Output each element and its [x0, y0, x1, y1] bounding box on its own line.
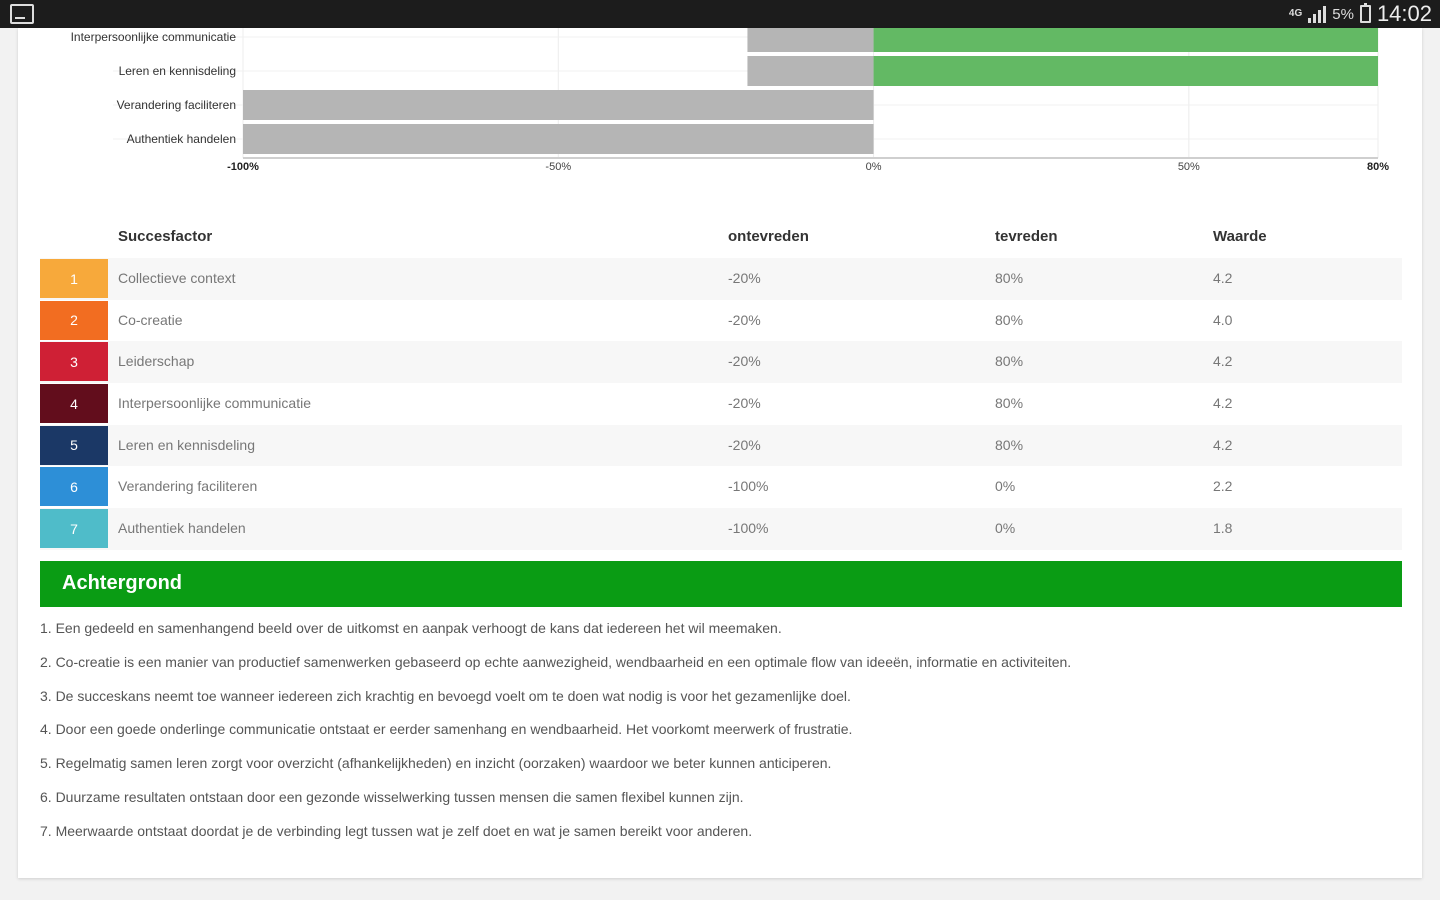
- row-number-badge: 6: [40, 467, 108, 506]
- row-tevreden: 80%: [995, 270, 1024, 286]
- table-row[interactable]: [40, 341, 1402, 383]
- category-label: Interpersoonlijke communicatie: [70, 30, 236, 44]
- row-waarde: 4.2: [1213, 436, 1233, 453]
- note-item: 5. Regelmatig samen leren zorgt voor overzicht (afhankelijkheden) en inzicht (oorzaken) waardoor we beter kunnen anticiperen.: [40, 755, 832, 772]
- row-waarde: 2.2: [1213, 478, 1233, 495]
- row-succesfactor: Interpersoonlijke communicatie: [118, 395, 311, 412]
- status-bar: [0, 0, 1440, 28]
- table-body: [40, 258, 1402, 550]
- table-row[interactable]: [40, 258, 1402, 300]
- x-tick-label: 80%: [1366, 161, 1390, 173]
- row-waarde: 1.8: [1213, 520, 1233, 537]
- table-row[interactable]: [40, 508, 1402, 550]
- row-waarde: 4.2: [1213, 353, 1233, 370]
- network-type: 4G: [1288, 8, 1303, 19]
- row-number-badge: 1: [40, 259, 108, 298]
- category-label: Authentiek handelen: [126, 132, 236, 146]
- row-ontevreden: -20%: [728, 311, 761, 328]
- chart-bar: [874, 28, 1378, 52]
- row-succesfactor: Leiderschap: [118, 353, 195, 370]
- table-header: [40, 220, 1402, 258]
- note-item: 2. Co-creatie is een manier van productief samenwerken gebaseerd op echte aanwezigheid, wendbaarheid en een optimale flow van ideeën, informatie en activiteiten.: [40, 653, 1072, 670]
- x-tick-label: 50%: [1177, 161, 1200, 173]
- category-label: Leren en kennisdeling: [118, 64, 236, 78]
- row-waarde: 4.2: [1213, 395, 1233, 412]
- x-tick-label: -50%: [545, 161, 572, 173]
- note-item: 7. Meerwaarde ontstaat doordat je de verbinding legt tussen wat je zelf doet en wat je samen bereikt voor anderen.: [40, 822, 753, 839]
- category-label: Verandering faciliteren: [116, 98, 236, 112]
- chart-bar: [243, 124, 874, 154]
- table-row[interactable]: [40, 466, 1402, 508]
- battery-icon: [1360, 5, 1371, 23]
- table-row[interactable]: [40, 300, 1402, 342]
- succesfactor-table: [40, 220, 1402, 550]
- row-ontevreden: -20%: [728, 395, 761, 412]
- header-ontevreden: ontevreden: [728, 228, 809, 245]
- chart-svg: [18, 28, 1422, 218]
- signal-icon: [1308, 5, 1326, 23]
- row-waarde: 4.2: [1213, 270, 1233, 286]
- x-tick-label: -100%: [227, 161, 259, 173]
- note-item: 4. Door een goede onderlinge communicatie ontstaat er eerder samenhang en wendbaarheid. Het voorkomt meerwerk of frustratie.: [40, 721, 853, 738]
- clock: 14:02: [1376, 1, 1432, 26]
- row-succesfactor: Collectieve context: [118, 270, 236, 286]
- row-tevreden: 80%: [995, 353, 1024, 370]
- table-row[interactable]: [40, 383, 1402, 425]
- satisfaction-chart: [18, 28, 1422, 218]
- row-ontevreden: -20%: [728, 270, 761, 286]
- row-succesfactor: Verandering faciliteren: [118, 478, 258, 495]
- row-number-badge: 5: [40, 426, 108, 465]
- row-succesfactor: Leren en kennisdeling: [118, 436, 255, 453]
- chart-bar: [243, 90, 874, 120]
- row-number-badge: 3: [40, 342, 108, 381]
- row-succesfactor: Co-creatie: [118, 311, 183, 328]
- app-screen-icon[interactable]: [10, 4, 34, 24]
- row-waarde: 4.0: [1213, 311, 1233, 328]
- table-row[interactable]: [40, 425, 1402, 467]
- row-number-badge: 4: [40, 384, 108, 423]
- chart-bar: [874, 56, 1378, 86]
- row-tevreden: 80%: [995, 395, 1024, 412]
- battery-percent: 5%: [1332, 5, 1354, 23]
- row-ontevreden: -100%: [728, 520, 769, 537]
- note-item: 1. Een gedeeld en samenhangend beeld over de uitkomst en aanpak verhoogt de kans dat iedereen het wil meemaken.: [40, 620, 782, 636]
- header-succesfactor: Succesfactor: [118, 228, 213, 245]
- row-ontevreden: -20%: [728, 353, 761, 370]
- header-waarde: Waarde: [1213, 228, 1267, 245]
- row-tevreden: 0%: [995, 520, 1016, 537]
- achtergrond-notes: [40, 620, 1402, 857]
- chart-bar: [747, 28, 873, 52]
- x-tick-label: 0%: [865, 161, 882, 173]
- row-tevreden: 0%: [995, 478, 1016, 495]
- row-number-badge: 7: [40, 509, 108, 548]
- row-ontevreden: -100%: [728, 478, 769, 495]
- row-number-badge: 2: [40, 301, 108, 340]
- achtergrond-header: Achtergrond: [40, 561, 1402, 607]
- note-item: 3. De succeskans neemt toe wanneer iedereen zich krachtig en bevoegd voelt om te doen wat nodig is voor het gezamenlijke doel.: [40, 687, 851, 704]
- row-succesfactor: Authentiek handelen: [118, 520, 246, 537]
- results-card: [18, 28, 1422, 878]
- status-indicators: [1289, 0, 1432, 28]
- chart-bar: [747, 56, 873, 86]
- row-tevreden: 80%: [995, 311, 1024, 328]
- row-tevreden: 80%: [995, 436, 1024, 453]
- header-tevreden: tevreden: [995, 228, 1058, 245]
- note-item: 6. Duurzame resultaten ontstaan door een gezonde wisselwerking tussen mensen die samen flexibel kunnen zijn.: [40, 788, 744, 805]
- row-ontevreden: -20%: [728, 436, 761, 453]
